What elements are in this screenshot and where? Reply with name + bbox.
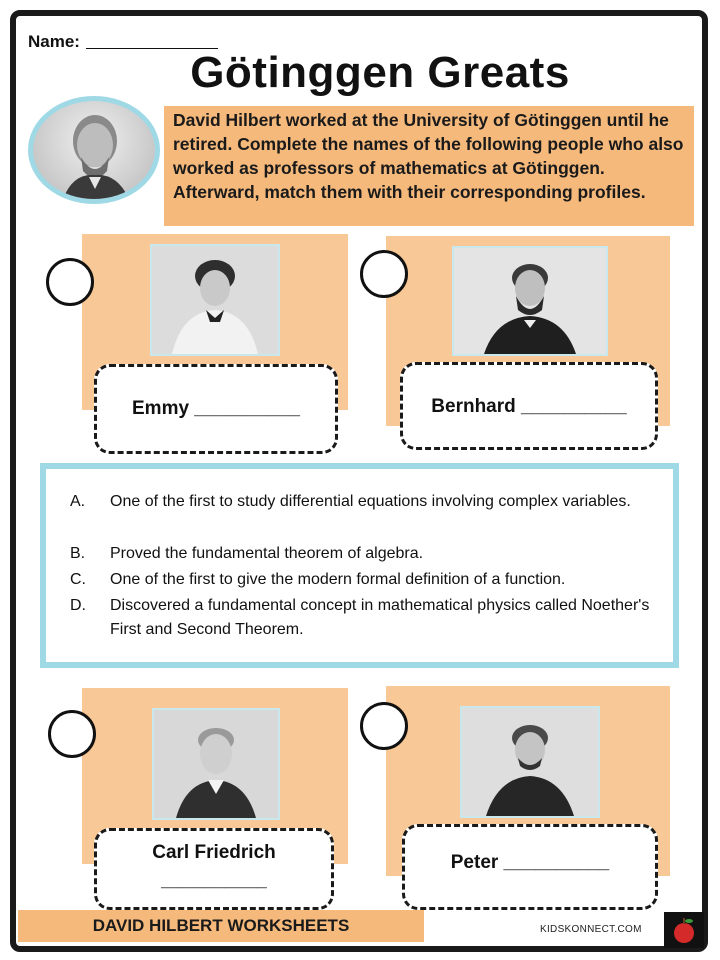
profile-c-text: One of the first to give the modern formal definition of a function. xyxy=(110,571,566,588)
hilbert-portrait-image xyxy=(33,101,155,199)
brand-text: KIDSKONNECT.COM xyxy=(540,924,642,935)
footer-title: DAVID HILBERT WORKSHEETS xyxy=(92,916,350,935)
portrait-emmy-image xyxy=(152,246,278,354)
card-name-carl-first: Carl Friedrich xyxy=(152,842,276,863)
card-name-bernhard: Bernhard __________ xyxy=(431,396,627,417)
card-name-peter: Peter __________ xyxy=(450,852,610,873)
answer-circle-emmy[interactable] xyxy=(46,258,94,306)
profile-a-letter: A. xyxy=(70,493,86,510)
name-label: Name: xyxy=(28,32,80,51)
answer-circle-carl[interactable] xyxy=(48,710,96,758)
profile-d-text: Discovered a fundamental concept in mathematical physics called Noether's First and Second Theorem. xyxy=(110,597,650,638)
portrait-bernhard xyxy=(452,246,608,356)
apple-logo xyxy=(664,912,704,948)
hilbert-portrait xyxy=(28,96,160,204)
portrait-carl xyxy=(152,708,280,820)
page-title: Götinggen Greats xyxy=(190,48,570,97)
profile-a-text: One of the first to study differential equations involving complex variables. xyxy=(110,493,631,510)
portrait-emmy xyxy=(150,244,280,356)
portrait-peter-image xyxy=(462,708,598,816)
answer-circle-bernhard[interactable] xyxy=(360,250,408,298)
profile-d-letter: D. xyxy=(70,597,86,614)
intro-text: David Hilbert worked at the University of Götinggen until he retired. Complete the names of the following people who also worked as professors of mathematics at Götinggen. Afterward, match them with their corresponding profiles. xyxy=(173,110,684,202)
card-name-carl-blank: __________ xyxy=(161,870,267,891)
profile-c-letter: C. xyxy=(70,571,86,588)
portrait-peter xyxy=(460,706,600,818)
card-name-emmy: Emmy __________ xyxy=(132,398,300,419)
apple-icon xyxy=(664,912,704,948)
profile-b-text: Proved the fundamental theorem of algebra. xyxy=(110,545,424,562)
profile-b-letter: B. xyxy=(70,545,86,562)
portrait-carl-image xyxy=(154,710,278,818)
answer-circle-peter[interactable] xyxy=(360,702,408,750)
name-box-carl[interactable] xyxy=(94,828,334,910)
portrait-bernhard-image xyxy=(454,248,606,354)
